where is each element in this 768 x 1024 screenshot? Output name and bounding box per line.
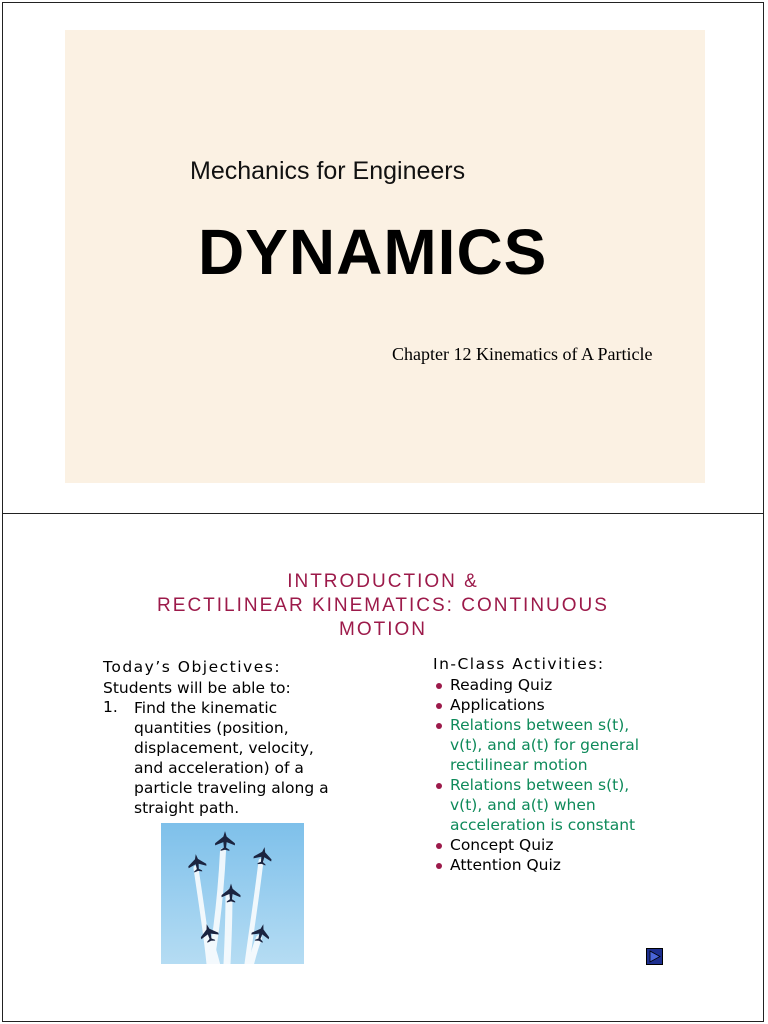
activity-line: v(t), and a(t) when <box>450 796 596 814</box>
activity-line: rectilinear motion <box>450 756 588 774</box>
objective-line: particle traveling along a <box>134 779 329 797</box>
activity-line: Relations between s(t), <box>450 716 630 734</box>
objective-line: and acceleration) of a <box>134 759 304 777</box>
introduction-slide <box>2 513 764 1022</box>
course-subtitle: Mechanics for Engineers <box>190 157 466 185</box>
activity-item <box>433 675 733 695</box>
play-arrow-icon <box>647 949 662 964</box>
activity-line: acceleration is constant <box>450 816 636 834</box>
next-slide-button[interactable] <box>646 948 663 965</box>
activity-line: Applications <box>450 696 545 714</box>
activity-line: Relations between s(t), <box>450 776 630 794</box>
objectives-column <box>103 657 403 818</box>
objectives-header: Today’s Objectives: <box>103 658 282 676</box>
slide-heading-line-2: RECTILINEAR KINEMATICS: CONTINUOUS <box>157 595 609 616</box>
activities-header: In-Class Activities: <box>433 655 605 673</box>
activity-item <box>433 695 733 715</box>
activity-item <box>433 855 733 875</box>
title-panel <box>65 30 705 483</box>
jet-formation-icon <box>161 823 304 964</box>
chapter-title: Chapter 12 Kinematics of A Particle <box>392 344 653 364</box>
activity-line: Concept Quiz <box>450 836 554 854</box>
title-slide <box>2 2 764 514</box>
objective-number: 1. <box>103 698 118 716</box>
slide-heading-line-3: MOTION <box>339 619 427 640</box>
activity-line: Reading Quiz <box>450 676 553 694</box>
objective-line: straight path. <box>134 799 240 817</box>
objective-item <box>103 698 403 818</box>
objective-line: quantities (position, <box>134 719 289 737</box>
objectives-intro: Students will be able to: <box>103 679 291 697</box>
activity-item <box>433 775 733 835</box>
objective-line: Find the kinematic <box>134 699 278 717</box>
objective-line: displacement, velocity, <box>134 739 314 757</box>
activity-item <box>433 715 733 775</box>
course-title: DYNAMICS <box>198 216 548 288</box>
activities-column <box>433 654 733 875</box>
slide-heading-line-1: INTRODUCTION & <box>287 571 479 592</box>
jet-formation-photo <box>161 823 304 964</box>
activity-line: Attention Quiz <box>450 856 561 874</box>
activity-item <box>433 835 733 855</box>
activity-line: v(t), and a(t) for general <box>450 736 640 754</box>
activities-list <box>433 675 733 875</box>
